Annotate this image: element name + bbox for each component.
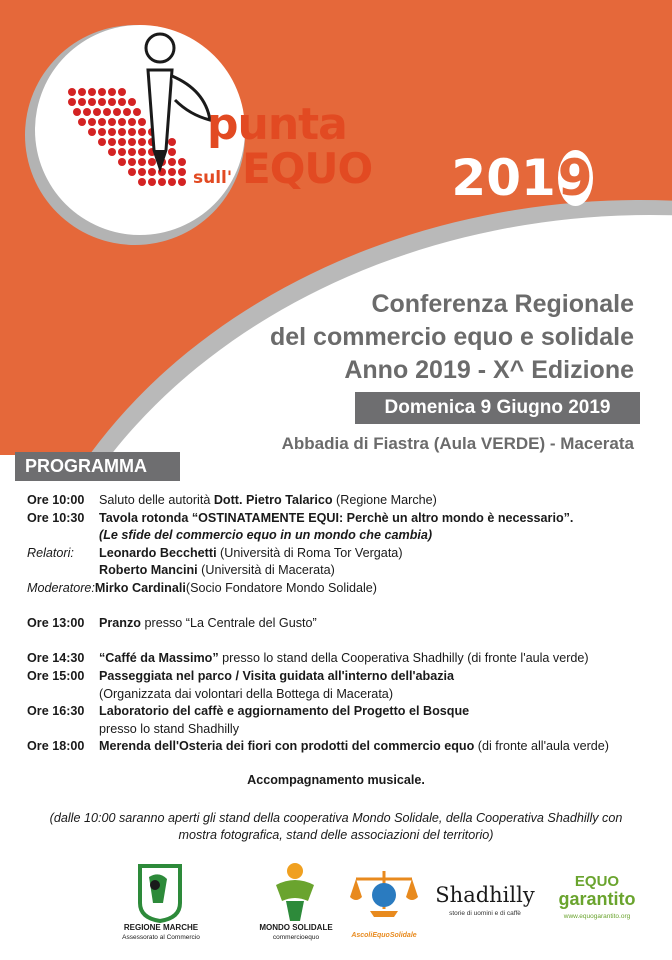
schedule-row xyxy=(27,686,657,704)
schedule-row xyxy=(27,492,657,510)
time-label: Ore 10:00 xyxy=(27,493,85,507)
regione-marche-subtitle: Assessorato al Commercio xyxy=(122,934,200,941)
time-label: Ore 16:30 xyxy=(27,704,85,719)
speaker-affiliation: (Università di Macerata) xyxy=(197,563,335,578)
schedule-text: (Organizzata dai volontari della Bottega di Macerata) xyxy=(99,686,394,701)
moderator-name: Mirko Cardinali xyxy=(94,580,186,595)
year xyxy=(452,143,592,213)
sponsor-logos xyxy=(0,855,672,960)
mondo-solidale-subtitle: commercioequo xyxy=(272,934,320,941)
schedule-row xyxy=(27,510,657,528)
schedule-row xyxy=(27,650,657,668)
schedule-text: presso lo stand Shadhilly xyxy=(99,721,240,736)
schedule-text: Saluto delle autorità xyxy=(99,493,214,507)
mondo-solidale-logo-icon xyxy=(272,861,318,923)
schedule-row xyxy=(27,562,657,580)
conference-line-1: Conferenza Regionale xyxy=(371,290,634,318)
schedule-row xyxy=(27,545,657,563)
stands-note-line-2: mostra fotografica, stand delle associazioni del territorio) xyxy=(178,828,494,842)
brand-punta: punta xyxy=(207,99,347,150)
music-note: Accompagnamento musicale. xyxy=(247,773,425,787)
schedule-row xyxy=(27,738,657,756)
moderatore-label: Moderatore: xyxy=(27,580,95,595)
time-label-empty xyxy=(27,686,99,704)
year-last-digit: 9 xyxy=(557,149,593,207)
schedule-text: Tavola rotonda “OSTINATAMENTE EQUI: Perchè un altro mondo è necessario”. xyxy=(99,510,574,525)
schedule-row xyxy=(27,703,657,721)
schedule-row xyxy=(27,615,657,633)
schedule-row xyxy=(27,527,657,545)
schedule-text: Merenda dell'Osteria dei fiori con prodotti del commercio equo xyxy=(99,739,475,754)
stands-note-line-1: (dalle 10:00 saranno aperti gli stand della cooperativa Mondo Solidale, della Cooperativa Shadhilly con xyxy=(49,811,623,825)
time-label: Ore 14:30 xyxy=(27,651,85,666)
schedule-text: presso lo stand della Cooperativa Shadhilly (di fronte l'aula verde) xyxy=(218,651,589,666)
stands-note xyxy=(30,810,642,844)
regione-marche-title: REGIONE MARCHE xyxy=(123,923,199,932)
mondo-solidale-title: MONDO SOLIDALE xyxy=(259,923,333,932)
programma-label: PROGRAMMA xyxy=(15,452,180,481)
speaker-name: Roberto Mancini xyxy=(99,563,198,578)
equo-garantito-top: EQUO xyxy=(574,873,620,890)
speaker-name: Leonardo Becchetti xyxy=(99,545,217,560)
speaker-affiliation: (Università di Roma Tor Vergata) xyxy=(216,545,403,560)
schedule xyxy=(27,492,657,756)
shadhilly-subtitle: storie di uomini e di caffè xyxy=(449,910,521,917)
year-prefix: 201 xyxy=(451,149,556,207)
venue: Abbadia di Fiastra (Aula VERDE) - Macerata xyxy=(281,434,634,453)
brand-equo: EQUO xyxy=(242,144,373,193)
schedule-text: presso “La Centrale del Gusto” xyxy=(141,616,317,631)
ascoli-equo-solidale-text: AscoliEquoSolidale xyxy=(351,932,417,939)
schedule-text: (Le sfide del commercio equo in un mondo che cambia) xyxy=(99,528,433,543)
equo-garantito-main: garantito xyxy=(558,889,636,909)
schedule-text: “Caffé da Massimo” xyxy=(99,651,219,666)
schedule-row xyxy=(27,721,657,739)
shadhilly-title: Shadhilly xyxy=(435,883,535,907)
time-label-empty xyxy=(27,527,99,545)
conference-title xyxy=(270,288,634,387)
brand-sull: sull' xyxy=(193,168,233,188)
conference-line-3: Anno 2019 - X^ Edizione xyxy=(344,356,634,384)
schedule-text: Pranzo xyxy=(99,616,141,631)
time-label-empty xyxy=(27,721,99,739)
time-label: Ore 10:30 xyxy=(27,510,85,525)
schedule-row xyxy=(27,668,657,686)
date-bar: Domenica 9 Giugno 2019 xyxy=(355,392,640,424)
schedule-text: (di fronte all'aula verde) xyxy=(474,739,609,754)
ascoli-equo-solidale-logo-icon xyxy=(348,865,420,929)
time-label: Ore 18:00 xyxy=(27,739,85,754)
schedule-text: Laboratorio del caffè e aggiornamento del Progetto el Bosque xyxy=(99,704,470,719)
time-label-empty xyxy=(27,562,99,580)
time-label: Ore 15:00 xyxy=(27,668,85,683)
time-label: Ore 13:00 xyxy=(27,616,85,631)
regione-marche-emblem-icon xyxy=(137,863,183,923)
equo-garantito-url: www.equogarantito.org xyxy=(563,913,631,920)
relatori-label: Relatori: xyxy=(27,545,74,560)
moderator-affiliation: (Socio Fondatore Mondo Solidale) xyxy=(185,580,378,595)
conference-line-2: del commercio equo e solidale xyxy=(269,323,634,351)
schedule-text: (Regione Marche) xyxy=(332,493,437,507)
schedule-row xyxy=(27,580,657,598)
schedule-text: Dott. Pietro Talarico xyxy=(213,493,333,507)
schedule-text: Passeggiata nel parco / Visita guidata all'interno dell'abazia xyxy=(99,668,454,683)
